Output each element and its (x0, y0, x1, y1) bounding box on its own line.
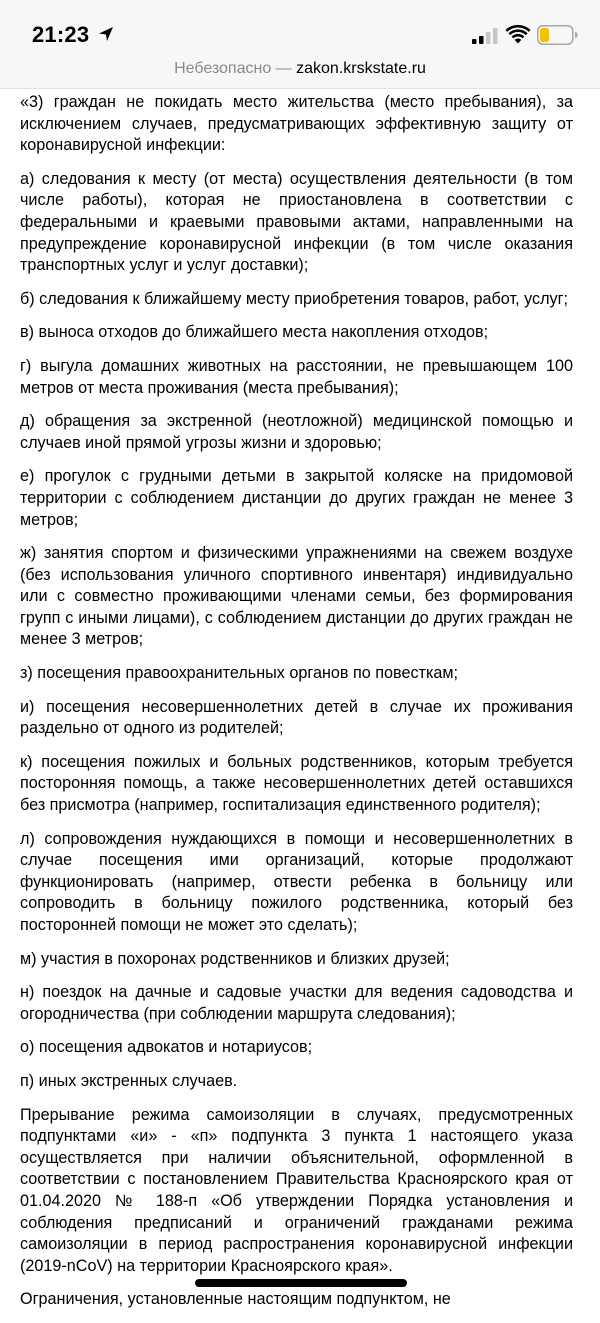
paragraph: а) следования к месту (от места) осуществления деятельности (в том числе работы), которая не приостановлена в соответствии с федеральными и краевыми правовыми актами, направленными на предупреждение коронавирусной инфекции (в том числе оказания транспортных услуг и услуг доставки); (20, 169, 573, 275)
paragraph: м) участия в похоронах родственников и близких друзей; (20, 949, 450, 968)
paragraph: о) посещения адвокатов и нотариусов; (20, 1038, 313, 1057)
paragraph: л) сопровождения нуждающихся в помощи и несовершеннолетних в случае посещения ими организаций, которые продолжают функционировать (например, отвести ребенка в больницу или сопроводить в больницу пожилого родственника, который без посторонней помощи не может это сделать); (20, 829, 573, 934)
paragraph: б) следования к ближайшему месту приобретения товаров, работ, услуг; (20, 289, 569, 308)
home-indicator[interactable] (195, 1279, 407, 1287)
paragraph: д) обращения за экстренной (неотложной) медицинской помощью и случаев иной прямой угрозы жизни и здоровью; (20, 412, 573, 452)
paragraph: и) посещения несовершеннолетних детей в случае их проживания раздельно от одного из родителей; (20, 697, 573, 738)
location-arrow-icon (98, 26, 114, 42)
paragraph: г) выгула домашних животных на расстоянии, не превышающем 100 метров от места проживания (места пребывания); (20, 356, 573, 397)
paragraph: к) посещения пожилых и больных родственников, которым требуется посторонняя помощь, а также несовершеннолетних детей оставшихся без присмотра (например, госпитализация единственного родителя); (20, 752, 573, 815)
battery-icon (537, 25, 578, 45)
security-warning: Небезопасно (174, 60, 272, 77)
status-bar (0, 0, 600, 56)
document-body (20, 92, 573, 1323)
paragraph: н) поездок на дачные и садовые участки для ведения садоводства и огородничества (при соблюдении маршрута следования); (20, 983, 573, 1023)
paragraph: з) посещения правоохранительных органов по повесткам; (20, 664, 459, 683)
paragraph: ж) занятия спортом и физическими упражнениями на свежем воздухе (без использования уличного спортивного инвентаря) индивидуально или с совместно проживающими членами семьи, без формирования групп с иными лицами), с соблюдением дистанции до других граждан не менее 3 метров; (20, 544, 573, 649)
cellular-signal-icon (472, 28, 498, 44)
address-separator: — (271, 60, 297, 77)
paragraph: п) иных экстренных случаев. (20, 1071, 238, 1090)
address-bar[interactable] (0, 56, 600, 89)
paragraph: Ограничения, установленные настоящим подпунктом, не (20, 1290, 451, 1309)
paragraph: Прерывание режима самоизоляции в случаях, предусмотренных подпунктами «и» - «п» подпункта 3 пункта 1 настоящего указа осуществляется при наличии объяснительной, оформленной в соответствии с постановлением Правительства Красноярского края от 01.04.2020 № 188-п «Об утверждении Порядка установления и соблюдения предписаний и ограничений гражданами режима самоизоляции в период распространения коронавирусной инфекции (2019-nCoV) на территории Красноярского края». (20, 1105, 573, 1275)
paragraph: в) выноса отходов до ближайшего места накопления отходов; (20, 323, 489, 342)
wifi-icon (506, 25, 530, 44)
paragraph: «3) граждан не покидать место жительства (место пребывания), за исключением случаев, предусматривающих эффективную защиту от коронавирусной инфекции: (20, 93, 573, 155)
status-time: 21:23 (32, 22, 90, 47)
site-domain: zakon.krskstate.ru (296, 60, 426, 77)
paragraph: е) прогулок с грудными детьми в закрытой коляске на придомовой территории с соблюдением дистанции до других граждан не менее 3 метров; (20, 467, 573, 529)
